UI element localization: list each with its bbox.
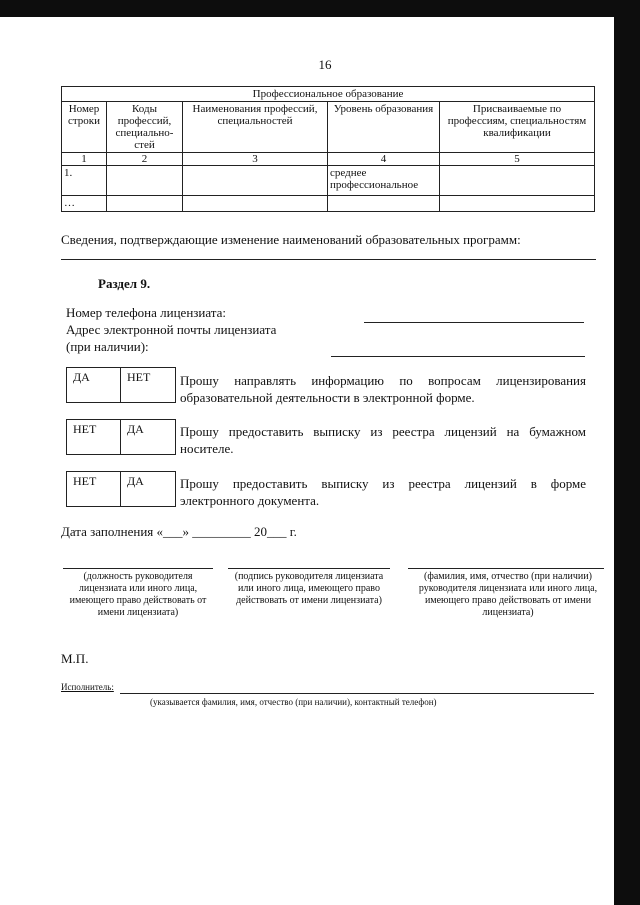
header-qualifications: Присваиваемые по профессиям, специальностям квалификации <box>440 102 595 153</box>
table-caption: Профессиональное образование <box>62 87 595 102</box>
option-yes-checkbox[interactable]: ДА <box>67 368 121 402</box>
option-no-checkbox[interactable]: НЕТ <box>127 370 151 384</box>
column-number: 4 <box>328 153 440 166</box>
signature-line[interactable] <box>228 568 390 569</box>
request-electronic-extract: Прошу предоставить выписку из реестра лицензий в форме электронного документа. <box>180 476 586 508</box>
position-caption: (должность руководителя лицензиата или иного лица, имеющего право действовать от имени лицензиата) <box>69 571 207 618</box>
option-no-checkbox[interactable]: НЕТ <box>67 420 121 454</box>
column-number: 5 <box>440 153 595 166</box>
column-number: 2 <box>107 153 183 166</box>
option-box-paper-extract <box>66 419 176 455</box>
option-yes-checkbox[interactable]: ДА <box>127 422 144 436</box>
scan-border-top <box>0 0 640 17</box>
table-cell: … <box>62 196 107 212</box>
table-cell <box>107 166 183 196</box>
email-label-line2: (при наличии): <box>66 339 149 354</box>
request-electronic-info: Прошу направлять информацию по вопросам лицензирования образовательной деятельности в электронной форме. <box>180 373 586 405</box>
table-cell <box>183 196 328 212</box>
table-cell: среднее профессиональное <box>328 166 440 196</box>
table-cell <box>328 196 440 212</box>
education-table <box>61 86 595 212</box>
header-codes: Коды профессий, специально-стей <box>107 102 183 153</box>
table-cell <box>440 166 595 196</box>
fill-date: Дата заполнения «___» _________ 20___ г. <box>61 524 297 539</box>
email-label-line1: Адрес электронной почты лицензиата <box>66 322 277 337</box>
column-number: 1 <box>62 153 107 166</box>
option-box-electronic-extract <box>66 471 176 507</box>
table-cell <box>440 196 595 212</box>
phone-label: Номер телефона лицензиата: <box>66 305 227 320</box>
executor-label: Исполнитель: <box>61 682 114 692</box>
fullname-signature-line[interactable] <box>408 568 604 569</box>
program-names-sentence: Сведения, подтверждающие изменение наименований образовательных программ: <box>61 232 521 247</box>
position-signature-line[interactable] <box>63 568 213 569</box>
option-box-electronic-info <box>66 367 176 403</box>
table-cell <box>183 166 328 196</box>
header-level: Уровень образования <box>328 102 440 153</box>
option-no-checkbox[interactable]: НЕТ <box>67 472 121 506</box>
email-field-line[interactable] <box>331 356 585 357</box>
header-names: Наименования профессий, специальностей <box>183 102 328 153</box>
column-number: 3 <box>183 153 328 166</box>
phone-field-line[interactable] <box>364 322 584 323</box>
header-row-number: Номер строки <box>62 102 107 153</box>
table-row <box>62 196 595 212</box>
option-yes-checkbox[interactable]: ДА <box>127 474 144 488</box>
program-names-line[interactable] <box>61 259 596 260</box>
executor-note: (указывается фамилия, имя, отчество (при наличии), контактный телефон) <box>150 697 437 707</box>
signature-caption: (подпись руководителя лицензиата или иного лица, имеющего право действовать от имени лицензиата) <box>234 571 384 606</box>
table-cell <box>107 196 183 212</box>
table-cell: 1. <box>62 166 107 196</box>
executor-line[interactable] <box>120 693 594 694</box>
section-title: Раздел 9. <box>98 276 151 291</box>
page-number: 16 <box>318 57 332 72</box>
request-paper-extract: Прошу предоставить выписку из реестра лицензий на бумажном носителе. <box>180 424 586 456</box>
table-row <box>62 166 595 196</box>
stamp-label: М.П. <box>61 651 89 666</box>
fullname-caption: (фамилия, имя, отчество (при наличии) руководителя лицензиата или иного лица, имеющего право действовать от имени лицензиата) <box>418 571 598 618</box>
scan-border-right <box>614 0 640 905</box>
